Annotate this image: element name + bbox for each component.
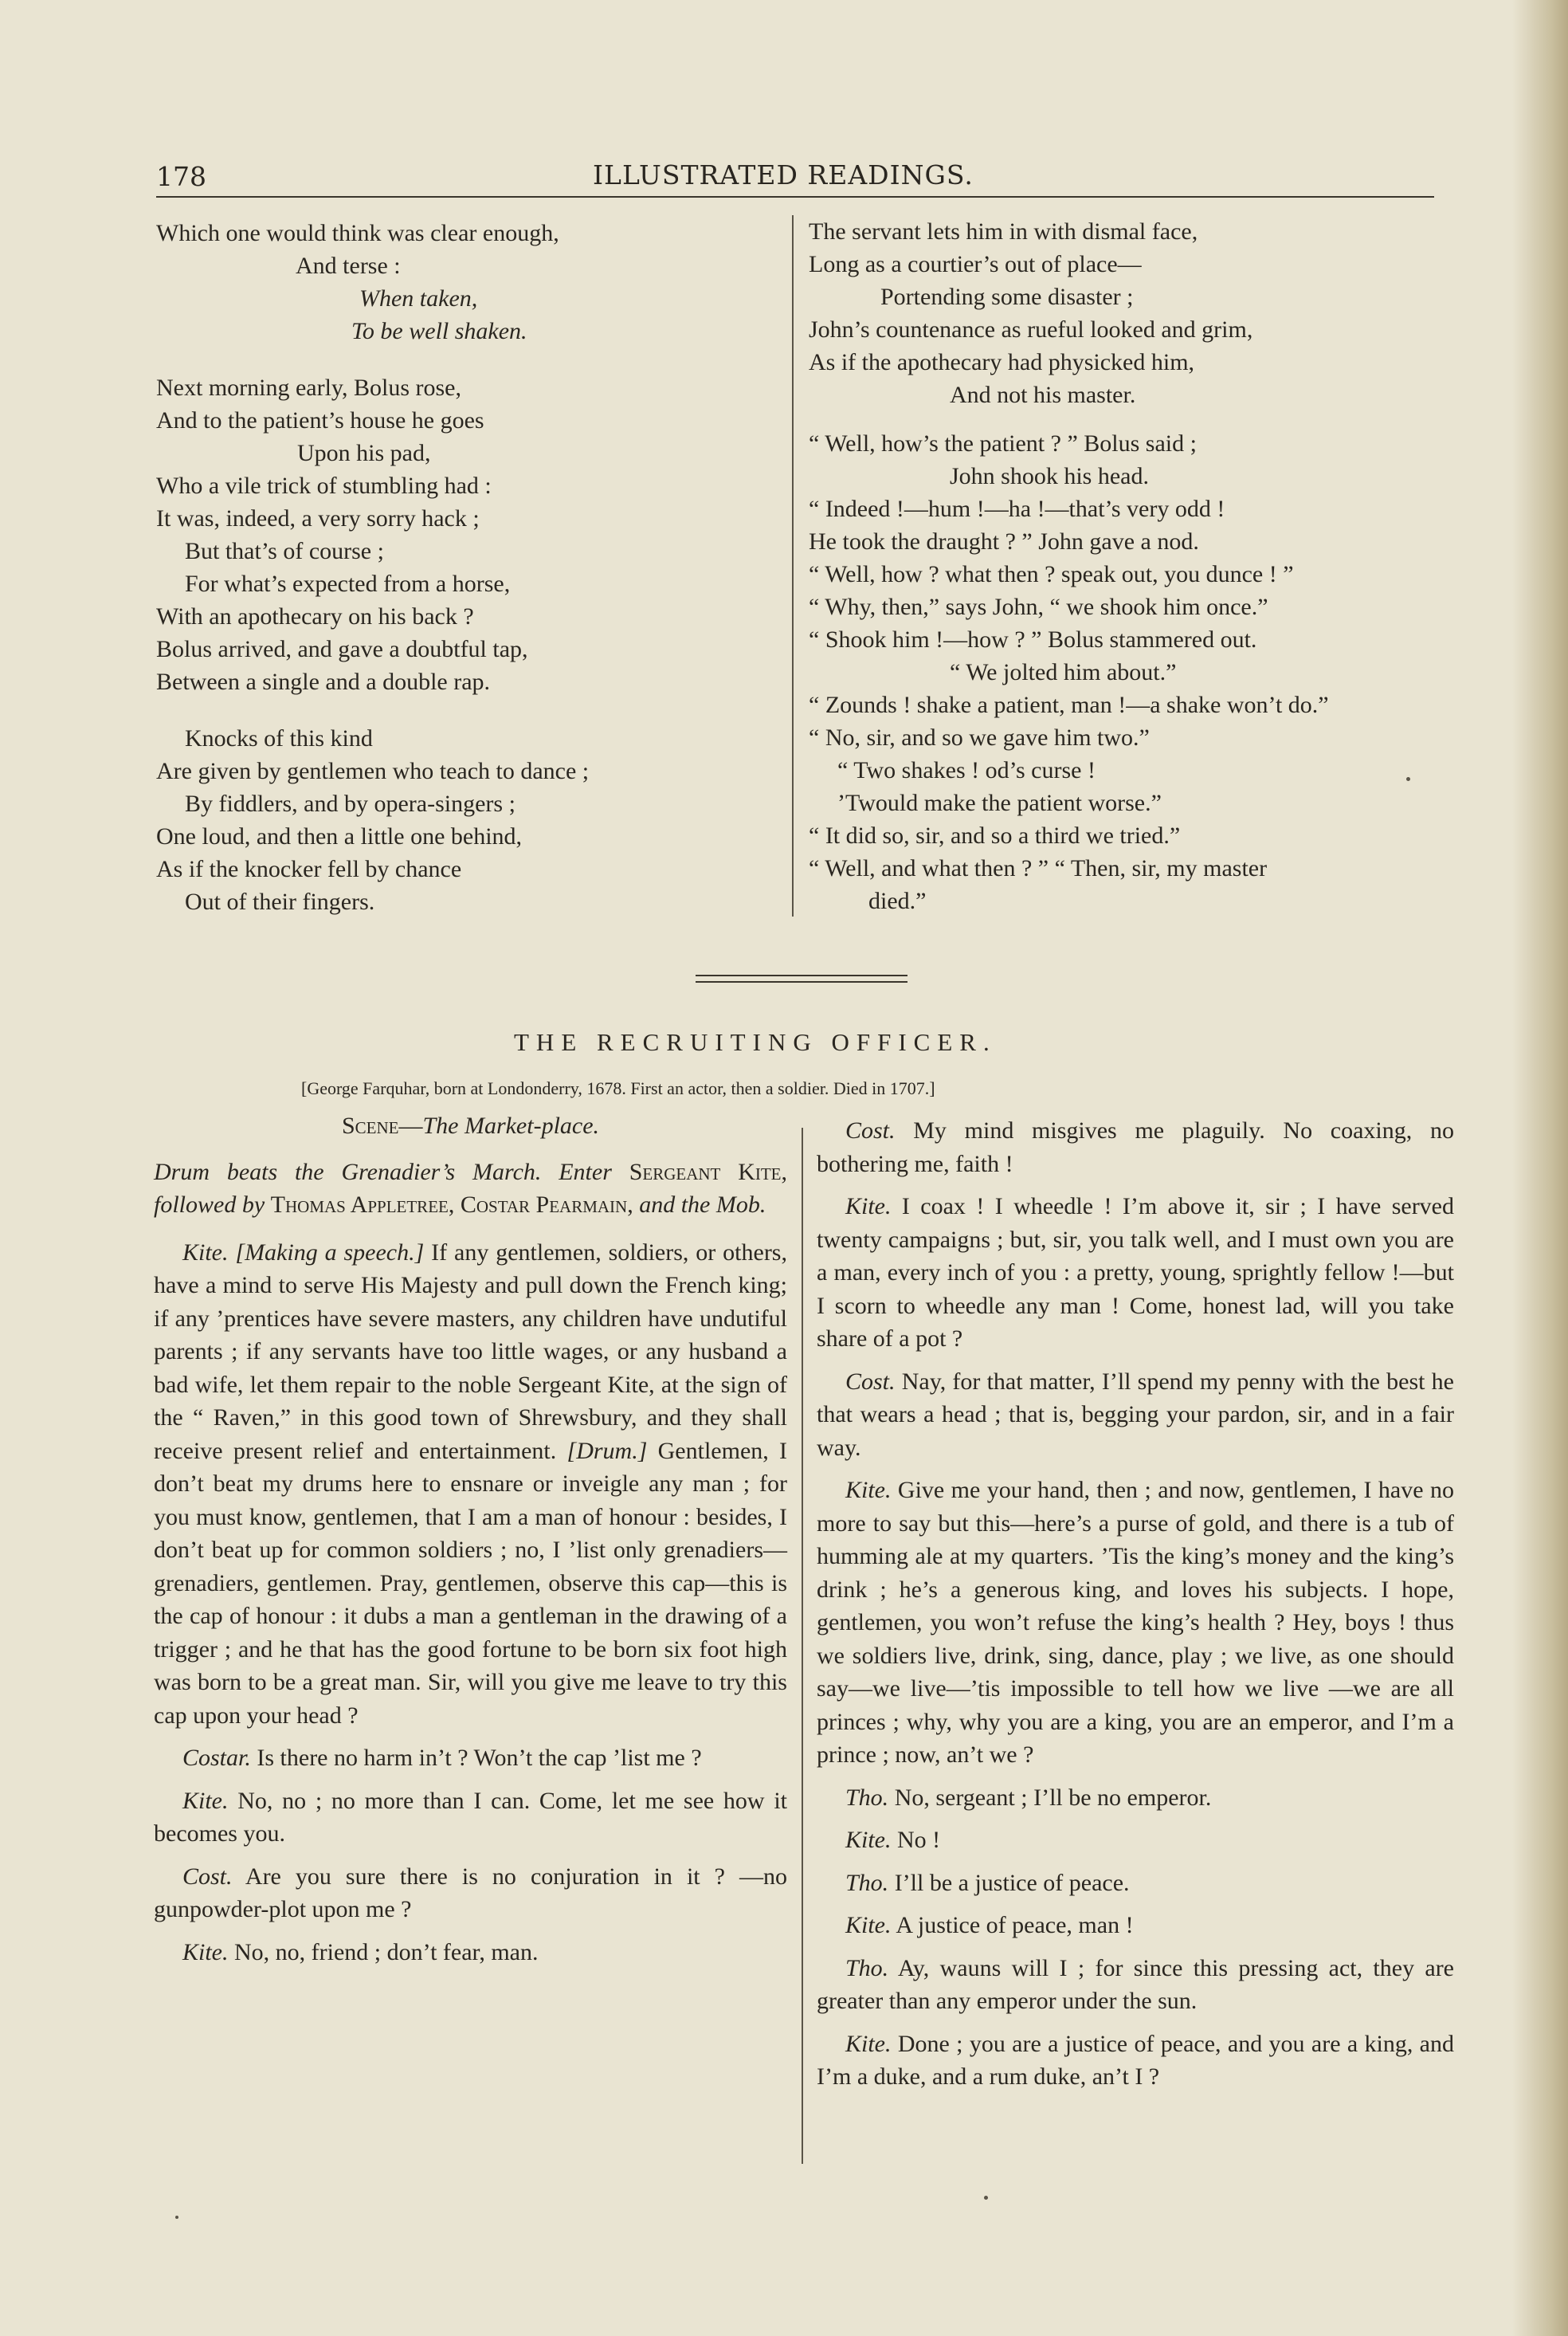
speech: Cost. My mind misgives me plaguily. No coaxing, no bothering me, faith ! xyxy=(817,1117,1454,1177)
paper-speck xyxy=(1406,777,1410,781)
speaker-name: Kite. xyxy=(845,1912,892,1938)
poem-line: The servant lets him in with dismal face, xyxy=(809,218,1198,245)
speaker-name: Tho. xyxy=(845,1869,889,1896)
speech: Tho. No, sergeant ; I’ll be no emperor. xyxy=(845,1784,1212,1811)
play-title: THE RECRUITING OFFICER. xyxy=(514,1028,997,1056)
poem-line: “ No, sir, and so we gave him two.” xyxy=(809,724,1150,751)
speech: Kite. Give me your hand, then ; and now, gentlemen, I have no more to say but this—here’s a purse of gold, and there is a tub of humming ale at my quarters. ’Tis the king’s money and the king’s drink ; he’s a generous king, and loves his subjects. I hope, gentlemen, you won’t refuse the king’s health ? Hey, boys ! thus we soldiers live, drink, sing, dance, play ; we live, as one should say—we live—’tis impossible to tell how we live —we are all princes ; why, why you are a king, you are an emperor, and I’m a prince ; now, an’t we ? xyxy=(817,1477,1454,1768)
column-divider xyxy=(792,215,794,917)
column-divider xyxy=(802,1128,803,2164)
poem-line: With an apothecary on his back ? xyxy=(156,603,474,630)
scene-name: The Market-place. xyxy=(422,1113,600,1139)
paper-speck xyxy=(984,2196,988,2200)
stage-note: [Making a speech.] xyxy=(235,1239,425,1266)
speaker-name: Kite. xyxy=(182,1239,229,1266)
poem-line: For what’s expected from a horse, xyxy=(185,571,511,597)
poem-line: “ Shook him !—how ? ” Bolus stammered out. xyxy=(809,626,1257,653)
speaker-name: Tho. xyxy=(845,1954,889,1981)
page-number: 178 xyxy=(156,161,206,192)
poem-line: Which one would think was clear enough, xyxy=(156,220,559,246)
poem-line: Bolus arrived, and gave a doubtful tap, xyxy=(156,636,528,662)
speech: Tho. Ay, wauns will I ; for since this pressing act, they are greater than any emperor under the sun. xyxy=(817,1954,1454,2014)
poem-line: And terse : xyxy=(296,253,401,279)
poem-line: Out of their fingers. xyxy=(185,889,375,915)
author-byline: [George Farquhar, born at Londonderry, 1678. First an actor, then a soldier. Died in 1707.] xyxy=(301,1078,935,1098)
paper-speck xyxy=(175,2216,178,2219)
speech: Kite. A justice of peace, man ! xyxy=(845,1912,1134,1938)
poem-line: John shook his head. xyxy=(950,463,1149,489)
speaker-name: Kite. xyxy=(845,1477,892,1503)
stage-note: [Drum.] xyxy=(566,1437,648,1464)
poem-line: As if the knocker fell by chance xyxy=(156,856,462,882)
poem-line: “ It did so, sir, and so a third we tried.” xyxy=(809,823,1181,849)
poem-line: One loud, and then a little one behind, xyxy=(156,823,523,850)
speech: Cost. Are you sure there is no conjuration in it ? —no gunpowder-plot upon me ? xyxy=(154,1863,787,1922)
speech: Kite. No, no ; no more than I can. Come, let me see how it becomes you. xyxy=(154,1787,787,1847)
poem-line: And to the patient’s house he goes xyxy=(156,407,484,434)
poem-line: But that’s of course ; xyxy=(185,538,384,564)
poem-line: ’Twould make the patient worse.” xyxy=(837,790,1162,816)
poem-left-column xyxy=(156,217,778,918)
speaker-name: Cost. xyxy=(845,1368,896,1395)
speaker-name: Costar. xyxy=(182,1745,251,1771)
speaker-name: Cost. xyxy=(845,1117,896,1144)
speaker-name: Kite. xyxy=(845,1193,892,1219)
speaker-name: Kite. xyxy=(182,1938,229,1965)
speaker-name: Cost. xyxy=(182,1863,233,1890)
running-title: ILLUSTRATED READINGS. xyxy=(593,159,974,190)
poem-line: Are given by gentlemen who teach to dance ; xyxy=(156,758,590,784)
speech: Kite. Done ; you are a justice of peace, and you are a king, and I’m a duke, and a rum duke, an’t I ? xyxy=(817,2030,1454,2090)
poem-line: John’s countenance as rueful looked and grim, xyxy=(809,316,1253,343)
poem-line: Portending some disaster ; xyxy=(880,284,1134,310)
poem-line: “ Well, how’s the patient ? ” Bolus said ; xyxy=(809,430,1197,457)
play-right-column xyxy=(817,1114,1454,2103)
poem-line: Between a single and a double rap. xyxy=(156,669,491,695)
poem-line: And not his master. xyxy=(950,382,1136,408)
scene-heading xyxy=(154,1109,787,1143)
speech: Kite. I coax ! I wheedle ! I’m above it, sir ; I have served twenty campaigns ; but, sir, you talk well, and I must own you are a man, every inch of you : a pretty, young, sprightly fellow !—but I scorn to wheedle any man ! Come, honest lad, will you take share of a pot ? xyxy=(817,1193,1454,1352)
poem-line: To be well shaken. xyxy=(351,318,527,344)
poem-line: By fiddlers, and by opera-singers ; xyxy=(185,791,515,817)
speech: Kite. [Making a speech.] If any gentlemen, soldiers, or others, have a mind to serve His Majesty and pull down the French king; if any ’prentices have severe masters, any children have undutiful parents ; if any servants have too little wages, or any husband a bad wife, let them repair to the noble Sergeant Kite, at the sign of the “ Raven,” in this good town of Shrewsbury, and they shall receive present relief and entertainment. [Drum.] Gentlemen, I don’t beat my drums here to ensnare or inveigle any man ; for you must know, gentlemen, that I am a man of honour : besides, I don’t beat up for common soldiers ; no, I ’list only grenadiers—grenadiers, gentlemen. Pray, gentlemen, observe this cap—this is the cap of honour : it dubs a man a gentleman in the drawing of a trigger ; and he that has the good fortune to be born six foot high was born to be a great man. Sir, will you give me leave to try this cap upon your head ? xyxy=(154,1239,788,1729)
scene-label: Scene— xyxy=(341,1113,423,1139)
speaker-name: Kite. xyxy=(845,1827,892,1853)
poem-line: “ Indeed !—hum !—ha !—that’s very odd ! xyxy=(809,496,1225,522)
page-header xyxy=(156,156,1434,198)
poem-line: died.” xyxy=(868,888,927,914)
speech: Cost. Nay, for that matter, I’ll spend my penny with the best he that wears a head ; that is, begging your pardon, sir, and in a fair way. xyxy=(817,1368,1454,1461)
poem-line: “ Two shakes ! od’s curse ! xyxy=(837,757,1096,783)
poem-line: “ Zounds ! shake a patient, man !—a shake won’t do.” xyxy=(809,692,1329,718)
speech: Kite. No ! xyxy=(845,1827,941,1853)
poem-line: “ We jolted him about.” xyxy=(950,659,1177,685)
poem-line: Who a vile trick of stumbling had : xyxy=(156,473,492,499)
stage-direction: Drum beats the Grenadier’s March. Enter Sergeant Kite, followed by Thomas Appletree, Costar Pearmain, and the Mob. xyxy=(154,1158,788,1218)
speech: Kite. No, no, friend ; don’t fear, man. xyxy=(182,1938,539,1965)
poem-line: It was, indeed, a very sorry hack ; xyxy=(156,505,480,532)
poem-line: Upon his pad, xyxy=(297,440,431,466)
speaker-name: Kite. xyxy=(845,2030,892,2057)
speech: Costar. Is there no harm in’t ? Won’t the cap ’list me ? xyxy=(182,1745,702,1771)
section-divider xyxy=(696,975,907,983)
poem-line: “ Well, how ? what then ? speak out, you dunce ! ” xyxy=(809,561,1294,587)
poem-line: Long as a courtier’s out of place— xyxy=(809,251,1142,277)
poem-line: He took the draught ? ” John gave a nod. xyxy=(809,528,1199,555)
poem-line: “ Why, then,” says John, “ we shook him once.” xyxy=(809,594,1268,620)
poem-right-column xyxy=(809,215,1470,917)
speaker-name: Kite. xyxy=(182,1787,229,1814)
poem-line: Next morning early, Bolus rose, xyxy=(156,375,461,401)
poem-line: “ Well, and what then ? ” “ Then, sir, my master xyxy=(809,855,1268,881)
speaker-name: Tho. xyxy=(845,1784,889,1811)
speech: Tho. I’ll be a justice of peace. xyxy=(845,1869,1130,1896)
page-edge-shadow xyxy=(1512,0,1568,2336)
poem-line: As if the apothecary had physicked him, xyxy=(809,349,1195,375)
play-left-column xyxy=(154,1109,787,1978)
poem-line: Knocks of this kind xyxy=(185,725,373,752)
poem-line: When taken, xyxy=(359,285,478,312)
